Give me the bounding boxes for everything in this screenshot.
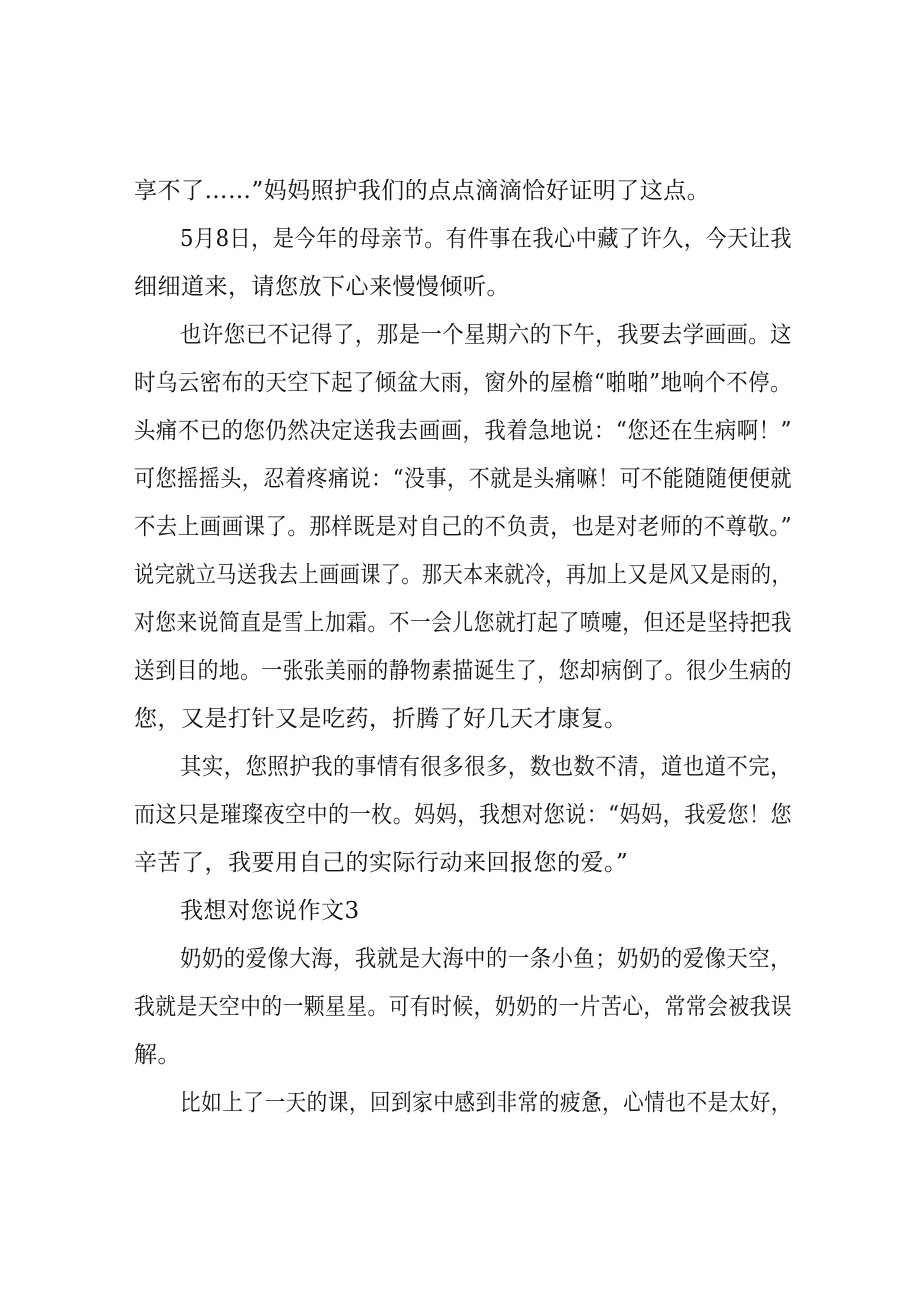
section-heading-text: 我想对您说作文3 bbox=[180, 898, 360, 924]
text-line-content: 您，又是打针又是吃药，折腾了好几天才康复。 bbox=[134, 706, 628, 732]
text-line-content: 说完就立马送我去上画画课了。那天本来就冷，再加上又是风又是雨的， bbox=[134, 562, 792, 588]
text-line bbox=[0, 507, 920, 547]
text-line bbox=[0, 267, 920, 307]
text-line-content: 享不了……”妈妈照护我们的点点滴滴恰好证明了这点。 bbox=[134, 178, 711, 204]
text-line-content: 细细道来，请您放下心来慢慢倾听。 bbox=[134, 274, 510, 300]
text-line bbox=[0, 939, 920, 979]
text-line-content: 比如上了一天的课，回到家中感到非常的疲惫，心情也不是太好， bbox=[180, 1090, 792, 1116]
text-line-content: 可您摇摇头，忍着疼痛说：“没事，不就是头痛嘛！可不能随随便便就 bbox=[134, 466, 792, 492]
text-line-content: 解。 bbox=[134, 1042, 181, 1068]
text-line-content: 辛苦了，我要用自己的实际行动来回报您的爱。” bbox=[134, 850, 629, 876]
text-line bbox=[0, 747, 920, 787]
text-line-content: 我就是天空中的一颗星星。可有时候，奶奶的一片苦心，常常会被我误 bbox=[134, 994, 792, 1020]
text-line-content: 送到目的地。一张张美丽的静物素描诞生了，您却病倒了。很少生病的 bbox=[134, 658, 792, 684]
text-line bbox=[0, 1083, 920, 1123]
text-line-content: 其实，您照护我的事情有很多很多，数也数不清，道也道不完， bbox=[180, 754, 792, 780]
text-line-content: 对您来说简直是雪上加霜。不一会儿您就打起了喷嚏，但还是坚持把我 bbox=[134, 610, 792, 636]
text-line bbox=[0, 363, 920, 403]
text-line bbox=[0, 411, 920, 451]
text-line bbox=[0, 315, 920, 355]
text-line bbox=[0, 651, 920, 691]
text-line-content: 也许您已不记得了，那是一个星期六的下午，我要去学画画。这 bbox=[180, 322, 792, 348]
text-line bbox=[0, 699, 920, 739]
text-line bbox=[0, 795, 920, 835]
text-line-content: 奶奶的爱像大海，我就是大海中的一条小鱼；奶奶的爱像天空， bbox=[180, 946, 792, 972]
text-line bbox=[0, 1035, 920, 1075]
text-line-content: 5月8日，是今年的母亲节。有件事在我心中藏了许久，今天让我 bbox=[180, 226, 792, 252]
text-line bbox=[0, 987, 920, 1027]
text-line bbox=[0, 171, 920, 211]
text-line bbox=[0, 219, 920, 259]
text-line-content: 时乌云密布的天空下起了倾盆大雨，窗外的屋檐“啪啪”地响个不停。 bbox=[134, 370, 792, 396]
text-line bbox=[0, 843, 920, 883]
text-line-content: 不去上画画课了。那样既是对自己的不负责，也是对老师的不尊敬。” bbox=[134, 514, 792, 540]
section-heading bbox=[0, 891, 920, 931]
text-line bbox=[0, 459, 920, 499]
text-line bbox=[0, 603, 920, 643]
text-line-content: 头痛不已的您仍然决定送我去画画，我着急地说：“您还在生病啊！” bbox=[134, 418, 792, 444]
text-line bbox=[0, 555, 920, 595]
text-line-content: 而这只是璀璨夜空中的一枚。妈妈，我想对您说：“妈妈，我爱您！您 bbox=[134, 802, 792, 828]
